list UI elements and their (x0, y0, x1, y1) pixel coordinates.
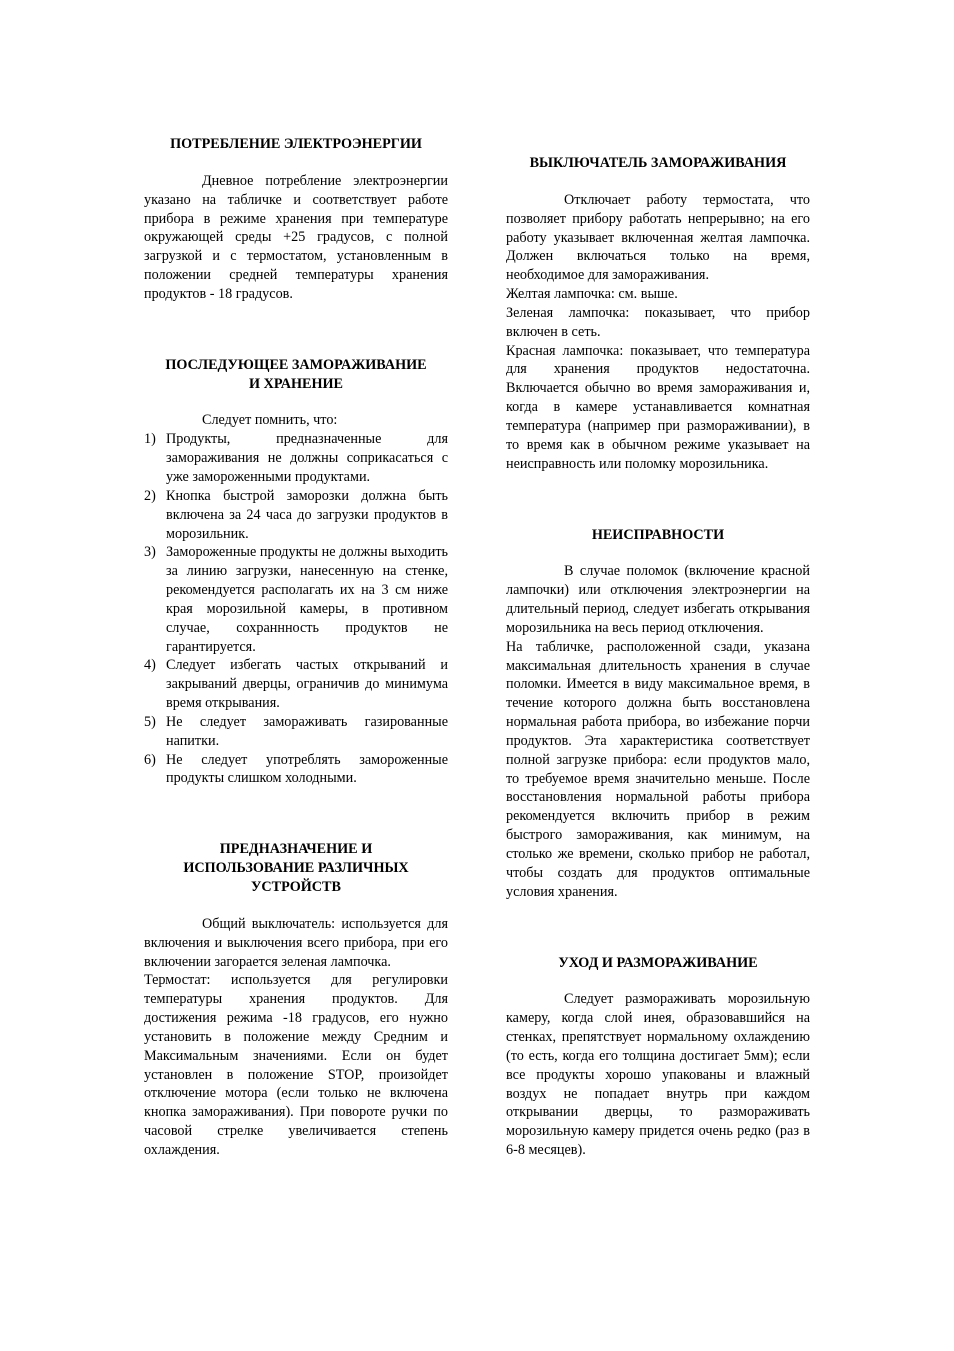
section-title-care-defrosting: УХОД И РАЗМОРАЖИВАНИЕ (558, 954, 758, 971)
list-item: 4) Следует избегать частых открываний и закрываний дверцы, ограничив до минимума время открывания. (144, 657, 448, 712)
section-title-malfunctions: НЕИСПРАВНОСТИ (591, 526, 725, 543)
freeze-switch-paragraph: Отключает работу термостата, что позволяет прибору работать непрерывно; на его работу указывает включенная желтая лампочка. Должен включаться только на время, необходимое для замораживания. (506, 191, 810, 284)
list-item: 1) Продукты, предназначенные для замораживания не должны соприкасаться с уже замороженными продуктами. (144, 431, 448, 485)
right-column (506, 154, 810, 1160)
green-lamp-paragraph: Зеленая лампочка: показывает, что прибор включен в сеть. (506, 304, 810, 340)
title-line: УСТРОЙСТВ (251, 879, 341, 895)
left-column (144, 135, 448, 1160)
yellow-lamp-paragraph: Желтая лампочка: см. выше. (506, 286, 678, 303)
section-title-freeze-switch: ВЫКЛЮЧАТЕЛЬ ЗАМОРАЖИВАНИЯ (529, 155, 787, 171)
list-item: 6) Не следует употреблять замороженные продукты слишком холодными. (144, 751, 448, 787)
section-title-devices (144, 840, 448, 897)
title-line: ПОСЛЕДУЮЩЕЕ ЗАМОРАЖИВАНИЕ (165, 356, 427, 373)
title-line: ПРЕДНАЗНАЧЕНИЕ И (219, 841, 373, 858)
section-title-power-consumption: ПОТРЕБЛЕНИЕ ЭЛЕКТРОЭНЕРГИИ (170, 136, 422, 152)
title-line: И ХРАНЕНИЕ (249, 375, 343, 392)
list-item: 2) Кнопка быстрой заморозки должна быть включена за 24 часа до загрузки продуктов в морозильник. (144, 487, 448, 542)
title-line: ИСПОЛЬЗОВАНИЕ РАЗЛИЧНЫХ (183, 860, 409, 877)
malfunction-paragraph-2: На табличке, расположенной сзади, указана максимальная длительность хранения в случае поломки. Имеется в виду максимальное время, в течение которого должна быть восстановлена нормальная работа прибора, во избежание порчи продуктов. Эта характеристика соответствует полной загрузке прибора: если продуктов мало, то требуемое время значительно меньше. После восстановления нормальной работы прибора рекомендуется включить прибор в режим быстрого замораживания, как минимум, на столько же времени, сколько прибор не работал, чтобы создать для продуктов оптимальные условия хранения. (506, 638, 810, 900)
red-lamp-paragraph: Красная лампочка: показывает, что температура для хранения продуктов недостаточна. Включается обычно во время замораживания и, когда в камере устанавливается комнатная температура (например при размораживании), в то время как в обычном режиме указывает на неисправность или поломку морозильника. (506, 342, 810, 472)
freezing-rules-list (144, 430, 448, 788)
list-item: 5) Не следует замораживать газированные напитки. (144, 713, 448, 749)
main-switch-paragraph: Общий выключатель: используется для включения и выключения всего прибора, при его включении загорается зеленая лампочка. (144, 915, 448, 970)
defrosting-paragraph: Следует размораживать морозильную камеру, когда слой инея, образовавшийся на стенках, препятствует нормальному охлаждению (то есть, когда его толщина достигает 5мм); если все продукты хорошо упакованы и влажный воздух не попадает внутрь при каждом открывании дверцы, то размораживать морозильную камеру придется очень редко (раз в 6-8 месяцев). (506, 991, 810, 1159)
section-title-freezing-storage (144, 356, 448, 394)
freezing-intro: Следует помнить, что: (202, 412, 338, 429)
malfunction-paragraph-1: В случае поломок (включение красной лампочки) или отключения электроэнергии на длительный период, следует избегать открывания морозильника на весь период отключения. (506, 563, 810, 636)
power-consumption-paragraph: Дневное потребление электроэнергии указано на табличке и соответствует работе прибора в режиме хранения при температуре окружающей среды +25 градусов, с полной загрузкой и с термостатом, установленным в положении средней температуры хранения продуктов - 18 градусов. (144, 172, 448, 302)
thermostat-paragraph: Термостат: используется для регулировки температуры хранения продуктов. Для достижения режима -18 градусов, его нужно установить в положение между Средним и Максимальным значениями. Если он будет установлен в положение STOP, произойдет отключение мотора (если только не включена кнопка замораживания). При повороте ручки по часовой стрелке увеличивается степень охлаждения. (144, 972, 448, 1158)
list-item: 3) Замороженные продукты не должны выходить за линию загрузки, нанесенную на стенке, рекомендуется располагать их на 3 см ниже края морозильной камеры, в противном случае, сохраннность продуктов не гарантируется. (144, 544, 448, 655)
